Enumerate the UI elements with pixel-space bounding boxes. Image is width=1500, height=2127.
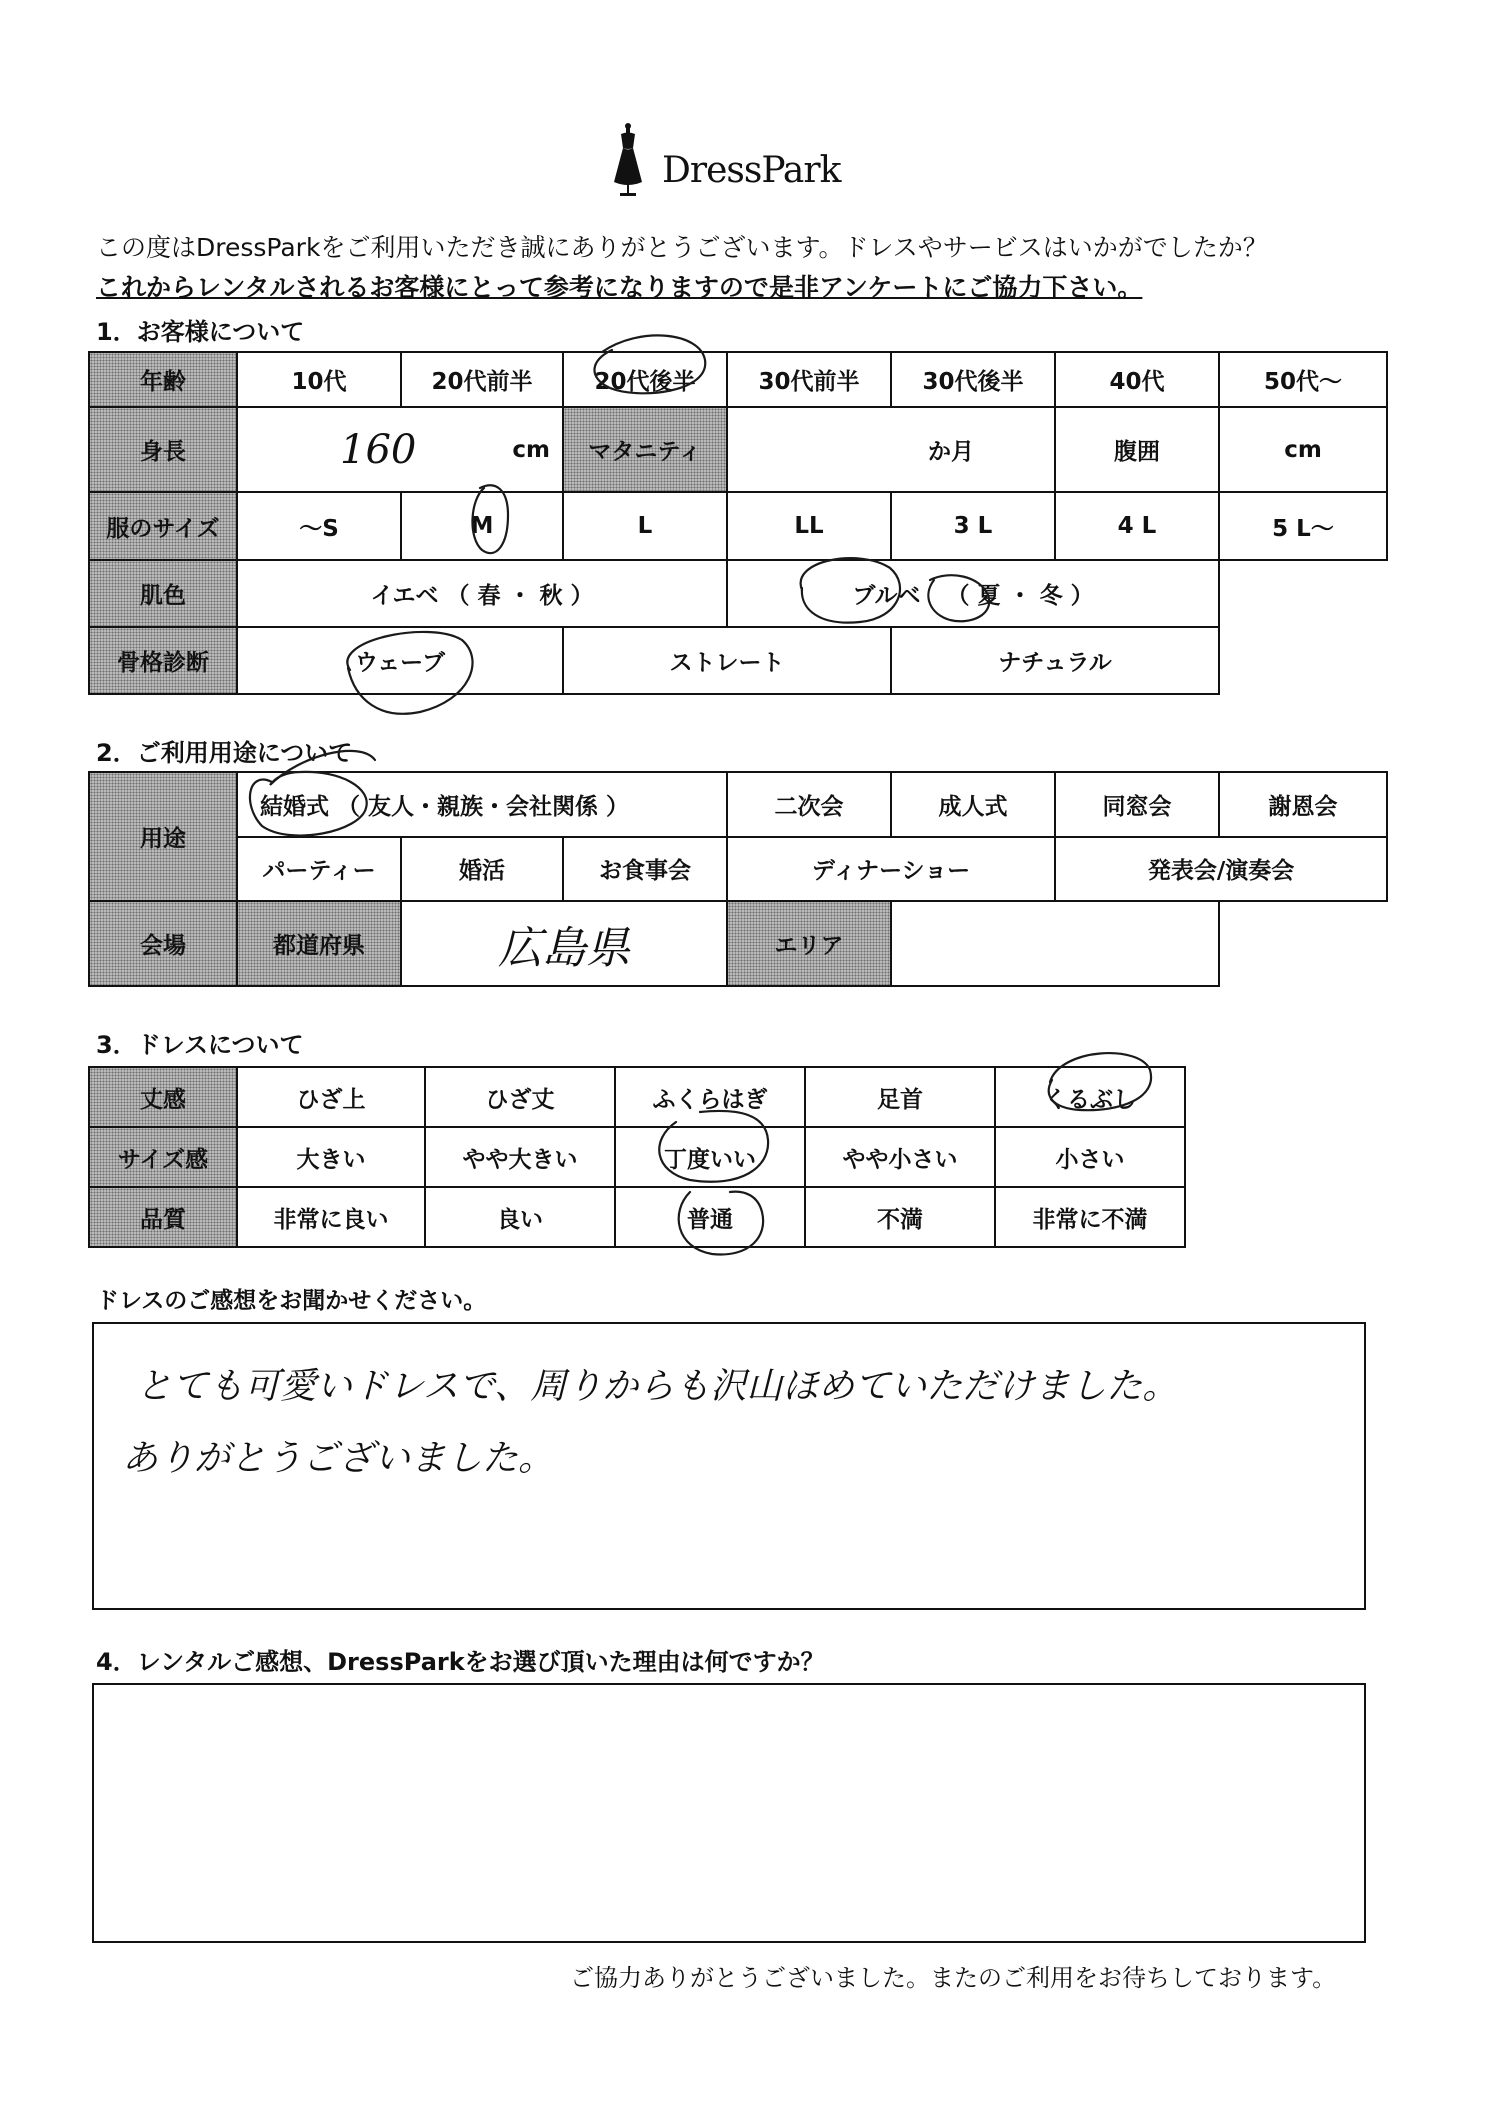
- fit-option[interactable]: 大きい: [237, 1127, 425, 1187]
- purpose-option[interactable]: 謝恩会: [1219, 772, 1387, 837]
- height-value: 160: [340, 426, 417, 473]
- skin-label: 肌色: [89, 560, 237, 627]
- intro-text: この度はDressParkをご利用いただき誠にありがとうございます。ドレスやサービスはいかがでしたか？: [96, 233, 1268, 262]
- fit-label: サイズ感: [89, 1127, 237, 1187]
- length-label: 丈感: [89, 1067, 237, 1127]
- age-option[interactable]: 20代前半: [401, 352, 563, 407]
- intro-request-text: これからレンタルされるお客様にとって参考になりますので是非アンケートにご協力下さい。: [96, 273, 1143, 302]
- frame-option[interactable]: ナチュラル: [891, 627, 1219, 694]
- section4-heading: 4．レンタルご感想、DressParkをお選び頂いた理由は何ですか？: [96, 1648, 825, 1676]
- length-option[interactable]: 足首: [805, 1067, 995, 1127]
- frame-option[interactable]: ストレート: [563, 627, 891, 694]
- height-unit: cm: [512, 436, 550, 463]
- age-option[interactable]: 10代: [237, 352, 401, 407]
- dress-table: [88, 1066, 1186, 1248]
- fit-option-selected[interactable]: 丁度いい: [615, 1127, 805, 1187]
- wedding-label-selected[interactable]: 結婚式: [260, 793, 329, 820]
- section1-heading: 1．お客様について: [96, 318, 305, 346]
- comment-line: ありがとうございました。: [122, 1438, 555, 1479]
- purpose-option[interactable]: 婚活: [401, 837, 563, 902]
- closing-text: ご協力ありがとうございました。またのご利用をお待ちしております。: [570, 1964, 1337, 1992]
- blue-season-winter[interactable]: 冬: [1039, 582, 1063, 609]
- blank-cell: [1219, 627, 1387, 694]
- blank-cell: [1219, 560, 1387, 627]
- age-option-selected[interactable]: 20代後半: [563, 352, 727, 407]
- fit-option[interactable]: やや大きい: [425, 1127, 615, 1187]
- logo-text: DressPark: [662, 150, 841, 191]
- waist-label: 腹囲: [1055, 407, 1219, 493]
- quality-option[interactable]: 非常に不満: [995, 1187, 1185, 1247]
- area-field[interactable]: [891, 901, 1219, 986]
- prefecture-value: 広島県: [498, 922, 631, 974]
- age-option[interactable]: 30代後半: [891, 352, 1055, 407]
- size-option[interactable]: LL: [727, 492, 891, 559]
- fit-option[interactable]: 小さい: [995, 1127, 1185, 1187]
- rental-comment-box[interactable]: [92, 1683, 1366, 1943]
- frame-label: 骨格診断: [89, 627, 237, 694]
- maternity-months-field[interactable]: [727, 407, 1055, 493]
- size-label: 服のサイズ: [89, 492, 237, 559]
- length-option-selected[interactable]: くるぶし: [995, 1067, 1185, 1127]
- blank-cell: [1219, 901, 1387, 986]
- section3-heading: 3．ドレスについて: [96, 1031, 304, 1059]
- skin-yellow-base-option[interactable]: イエベ （ 春 ・ 秋 ）: [237, 560, 727, 627]
- section2-heading: 2．ご利用用途について: [96, 739, 353, 767]
- purpose-option[interactable]: 同窓会: [1055, 772, 1219, 837]
- age-option[interactable]: 30代前半: [727, 352, 891, 407]
- purpose-option[interactable]: お食事会: [563, 837, 727, 902]
- length-option[interactable]: ひざ上: [237, 1067, 425, 1127]
- age-option[interactable]: 50代～: [1219, 352, 1387, 407]
- blue-base-label: ブルベ: [852, 582, 921, 609]
- maternity-label: マタニティ: [563, 407, 727, 493]
- size-option[interactable]: 5 L～: [1219, 492, 1387, 559]
- purpose-option[interactable]: ディナーショー: [727, 837, 1055, 902]
- size-option[interactable]: ～S: [237, 492, 401, 559]
- height-label: 身長: [89, 407, 237, 493]
- dress-comment-prompt: ドレスのご感想をお聞かせください。: [96, 1288, 487, 1314]
- frame-option-selected[interactable]: ウェーブ: [237, 627, 563, 694]
- months-unit: か月: [928, 439, 974, 466]
- purpose-label: 用途: [89, 772, 237, 901]
- wedding-option[interactable]: [237, 772, 727, 837]
- quality-label: 品質: [89, 1187, 237, 1247]
- height-field[interactable]: [237, 407, 563, 493]
- length-option[interactable]: ひざ丈: [425, 1067, 615, 1127]
- wedding-detail: （ 友人・親族・会社関係 ）: [337, 793, 630, 820]
- purpose-option[interactable]: 発表会/演奏会: [1055, 837, 1387, 902]
- length-option[interactable]: ふくらはぎ: [615, 1067, 805, 1127]
- customer-table: [88, 351, 1388, 695]
- size-option[interactable]: 4 L: [1055, 492, 1219, 559]
- age-option[interactable]: 40代: [1055, 352, 1219, 407]
- size-option[interactable]: L: [563, 492, 727, 559]
- quality-option-selected[interactable]: 普通: [615, 1187, 805, 1247]
- purpose-option[interactable]: パーティー: [237, 837, 401, 902]
- waist-unit: cm: [1284, 436, 1322, 463]
- purpose-table: [88, 771, 1388, 987]
- prefecture-field[interactable]: [401, 901, 727, 986]
- age-label: 年齢: [89, 352, 237, 407]
- size-option[interactable]: 3 L: [891, 492, 1055, 559]
- area-label: エリア: [727, 901, 891, 986]
- purpose-option[interactable]: 二次会: [727, 772, 891, 837]
- skin-blue-base-option[interactable]: ブルベ （ 夏 ・ 冬 ）: [727, 560, 1219, 627]
- quality-option[interactable]: 不満: [805, 1187, 995, 1247]
- quality-option[interactable]: 良い: [425, 1187, 615, 1247]
- comment-line: とても可愛いドレスで、周りからも沢山ほめていただけました。: [136, 1366, 1179, 1407]
- blue-season-summer[interactable]: 夏: [977, 582, 1001, 609]
- venue-label: 会場: [89, 901, 237, 986]
- quality-option[interactable]: 非常に良い: [237, 1187, 425, 1247]
- dress-comment-box[interactable]: [92, 1322, 1366, 1610]
- waist-field[interactable]: [1219, 407, 1387, 493]
- purpose-option[interactable]: 成人式: [891, 772, 1055, 837]
- prefecture-label: 都道府県: [237, 901, 401, 986]
- fit-option[interactable]: やや小さい: [805, 1127, 995, 1187]
- size-option-selected[interactable]: M: [401, 492, 563, 559]
